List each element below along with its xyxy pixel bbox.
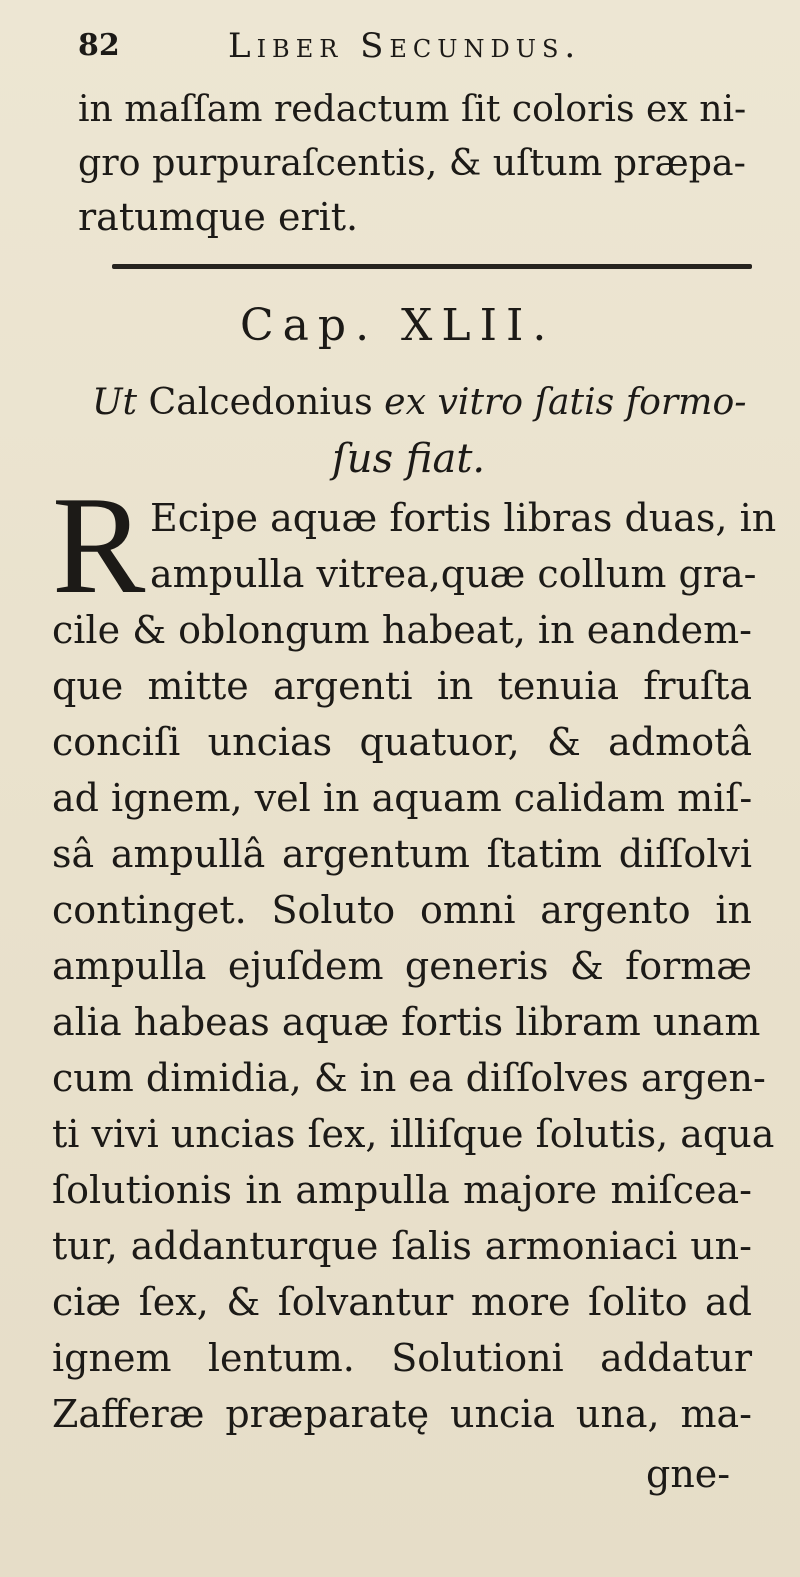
- body-line: Ecipe aquæ fortis libras duas, in: [150, 496, 777, 540]
- body-line: ſolutionis in ampulla majore miſcea-: [52, 1168, 752, 1212]
- body-line: cile & oblongum habeat, in eandem-: [52, 608, 752, 652]
- body-line: alia habeas aquæ fortis libram unam: [52, 1000, 761, 1044]
- body-line: ciæ ſex, & ſolvantur more ſolito ad: [52, 1280, 752, 1324]
- intro-line-1: in maſſam redactum ſit coloris ex ni-: [78, 87, 747, 130]
- chapter-title-line-2: ſus fiat.: [332, 436, 486, 482]
- body-line: Zafferæ præparatę uncia una, ma-: [52, 1392, 752, 1436]
- chapter-title-prefix: Ut: [92, 380, 138, 423]
- body-line: conciſi uncias quatuor, & admotâ: [52, 720, 752, 764]
- body-line: ampulla ejuſdem generis & formæ: [52, 944, 752, 988]
- chapter-title-subject: Calcedonius: [148, 380, 373, 423]
- body-line: que mitte argenti in tenuia fruſta: [52, 664, 752, 708]
- body-line: sâ ampullâ argentum ſtatim diſſolvi: [52, 832, 752, 876]
- body-line: ad ignem, vel in aquam calidam miſ-: [52, 776, 753, 820]
- chapter-heading: Cap. XLII.: [240, 300, 556, 351]
- catchword: gne-: [646, 1452, 731, 1496]
- body-line: cum dimidia, & in ea diſſolves argen-: [52, 1056, 766, 1100]
- intro-line-3: ratumque erit.: [78, 195, 359, 239]
- body-line: ignem lentum. Solutioni addatur: [52, 1336, 752, 1380]
- section-divider: [112, 264, 752, 269]
- body-line: continget. Soluto omni argento in: [52, 888, 752, 932]
- page-number: 82: [78, 28, 120, 63]
- chapter-title-rest: ex vitro ſatis formo-: [384, 380, 747, 423]
- drop-cap: R: [52, 468, 146, 623]
- intro-line-2: gro purpuraſcentis, & uſtum præpa-: [78, 141, 746, 184]
- body-line: ti vivi uncias ſex, illiſque ſolutis, aqua: [52, 1112, 775, 1156]
- body-line: tur, addanturque ſalis armoniaci un-: [52, 1224, 752, 1268]
- body-line: ampulla vitrea,quæ collum gra-: [150, 552, 757, 596]
- chapter-title-line-1: [92, 380, 746, 423]
- running-head: Liber Secundus.: [228, 26, 582, 66]
- page-header: [78, 26, 738, 70]
